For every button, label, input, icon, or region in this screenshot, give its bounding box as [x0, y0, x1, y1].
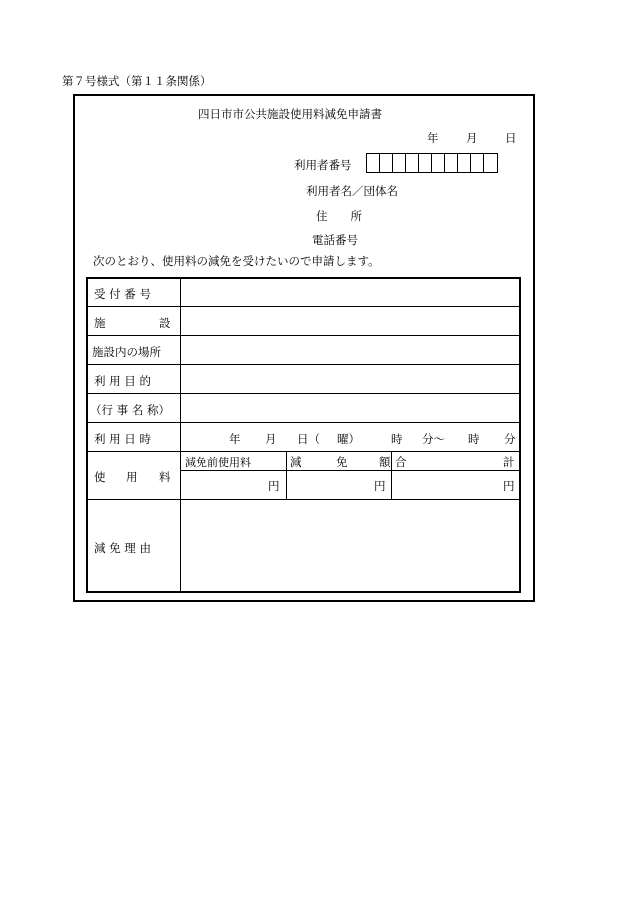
document-title: 四日市市公共施設使用料減免申請書 — [198, 107, 382, 121]
purpose-label: 利 用 目 的 — [94, 374, 151, 388]
datetime-year: 年 — [229, 432, 241, 446]
yen-unit-before: 円 — [268, 479, 280, 493]
digit-box[interactable] — [380, 154, 393, 172]
datetime-weekday: 曜） — [337, 432, 360, 446]
fee-label-mid: 用 — [126, 470, 138, 484]
user-number-label: 利用者番号 — [294, 158, 352, 172]
receipt-number-label: 受 付 番 号 — [94, 287, 151, 301]
user-number-input[interactable] — [366, 153, 498, 173]
address-label: 住 所 — [316, 209, 362, 223]
event-name-label: （行 事 名 称） — [90, 403, 170, 417]
fee-reduction-header: 減 — [290, 455, 302, 469]
datetime-end-minute: 分 — [504, 432, 516, 446]
date-month-label: 月 — [466, 131, 478, 145]
user-name-label: 利用者名／団体名 — [306, 184, 398, 198]
fee-before-header: 減免前使用料 — [185, 456, 251, 469]
digit-box[interactable] — [393, 154, 406, 172]
digit-box[interactable] — [406, 154, 419, 172]
reason-label: 減 免 理 由 — [94, 541, 151, 555]
fee-reduction-header-end: 額 — [379, 455, 391, 469]
datetime-day: 日（ — [297, 432, 320, 446]
digit-box[interactable] — [445, 154, 458, 172]
fee-reduction-header-mid: 免 — [336, 455, 348, 469]
application-table — [86, 277, 521, 593]
datetime-start-hour: 時 — [391, 432, 403, 446]
request-statement: 次のとおり、使用料の減免を受けたいので申請します。 — [93, 254, 380, 268]
datetime-end-hour: 時 — [468, 432, 480, 446]
form-number-title: 第７号様式（第１１条関係） — [62, 74, 212, 88]
facility-label: 施 — [94, 316, 106, 330]
fee-total-header: 合 — [395, 455, 407, 469]
yen-unit-total: 円 — [503, 479, 515, 493]
digit-box[interactable] — [432, 154, 445, 172]
fee-total-header-end: 計 — [503, 455, 515, 469]
facility-location-label: 施設内の場所 — [92, 345, 161, 359]
yen-unit-reduction: 円 — [374, 479, 386, 493]
fee-label: 使 — [94, 470, 106, 484]
digit-box[interactable] — [367, 154, 380, 172]
date-year-label: 年 — [427, 131, 439, 145]
fee-label-end: 料 — [159, 470, 171, 484]
datetime-start-minute: 分～ — [422, 432, 445, 446]
datetime-month: 月 — [265, 432, 277, 446]
digit-box[interactable] — [458, 154, 471, 172]
date-day-label: 日 — [505, 131, 517, 145]
digit-box[interactable] — [471, 154, 484, 172]
phone-label: 電話番号 — [312, 233, 358, 247]
digit-box[interactable] — [419, 154, 432, 172]
digit-box[interactable] — [484, 154, 497, 172]
usage-datetime-label: 利 用 日 時 — [94, 432, 151, 446]
facility-label-end: 設 — [159, 316, 171, 330]
